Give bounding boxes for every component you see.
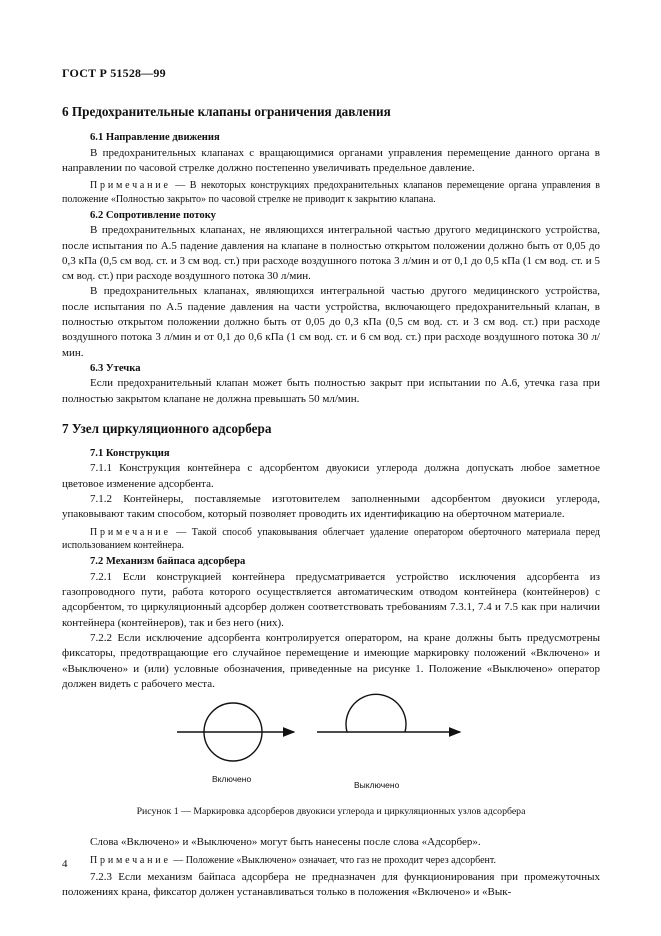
subsection-7-2-title: 7.2 Механизм байпаса адсорбера [90, 556, 246, 568]
paragraph-7-1-1: 7.1.1 Конструкция контейнера с адсорбентом двуокиси углерода должна допускать любое заметное цветовое изменение адсорбента. [62, 462, 600, 490]
paragraph-7-2-1: 7.2.1 Если конструкцией контейнера предусматривается устройство исключения адсорбента из газопроводного пути, работа которого осуществляется автоматическим отводом контейнера (контейнеров) с адсорбентом, то циркуляционный адсорбер должен соответствовать требованиям 7.3.1, 7.4 и 7.5 как при наличии контейнера (контейнеров), так и без него (них). [62, 570, 600, 629]
paragraph-6-1: В предохранительных клапанах с вращающимися органами управления перемещение данного органа в направлении по часовой стрелке должно постепенно увеличивать предельное давление. [62, 146, 600, 174]
section-7-title: 7 Узел циркуляционного адсорбера [62, 420, 272, 436]
subsection-6-1-title: 6.1 Направление движения [90, 132, 220, 144]
paragraph-6-2-b: В предохранительных клапанах, являющихся интегральной частью другого медицинского устройства, после испытания по А.5 падение давления на части устройства, включающего предохранительный клапан, в полностью открытом положении должно быть от 0,05 до 0,3 кПа (0,5 см вод. ст. и 3 см вод. ст.) при расходе воздушного потока 3 л/мин и от 0,1 до 0,6 кПа (1 см вод. ст. и 6 см вод. ст.) при расходе воздушного потока 30 л/мин. [62, 285, 600, 359]
label-on: Включено [212, 774, 252, 785]
note-label: Примечание [90, 526, 171, 538]
subsection-6-3-title: 6.3 Утечка [90, 362, 141, 374]
note-7-1 [62, 526, 600, 553]
page-number: 4 [62, 858, 68, 870]
paragraph-7-1-2: 7.1.2 Контейнеры, поставляемые изготовителем заполненными адсорбентом двуокиси углерода, упаковывают таким способом, который позволяет проводить их идентификацию на оберточном материале. [62, 493, 600, 521]
figure-1-drawing [62, 692, 600, 802]
section-6-title: 6 Предохранительные клапаны ограничения давления [62, 104, 391, 119]
document-header: ГОСТ Р 51528—99 [62, 66, 166, 80]
figure-1-caption: Рисунок 1 — Маркировка адсорберов двуокиси углерода и циркуляционных узлов адсорбера [136, 806, 526, 818]
note-text: — Такой способ упаковывания облегчает удаление оператором оберточного материала перед использованием контейнера. [62, 526, 600, 552]
adsorber-off-symbol [317, 694, 460, 732]
note-text: — В некоторых конструкциях предохранительных клапанов перемещение органа управления в положение «Полностью закрыто» по часовой стрелке не приводит к закрытию клапана. [62, 180, 600, 205]
note-6-1 [62, 179, 600, 206]
document-body [62, 100, 600, 901]
paragraph-7-2-3: 7.2.3 Если механизм байпаса адсорбера не предназначен для функционирования при промежуточных положениях крана, фиксатор должен устанавливаться только в положения «Включено» и «Вык- [62, 871, 600, 899]
note-label: Примечание [90, 180, 171, 192]
adsorber-on-symbol [177, 703, 294, 761]
figure-1 [62, 692, 600, 802]
subsection-6-2-title: 6.2 Сопротивление потоку [90, 210, 216, 221]
note-text: — Положение «Выключено» означает, что газ не проходит через адсорбент. [170, 854, 497, 866]
note-7-2 [62, 854, 600, 867]
note-label: Примечание [90, 854, 171, 866]
paragraph-6-3: Если предохранительный клапан может быть полностью закрыт при испытании по А.6, утечка газа при полностью закрытом клапане не должна превышать 50 мл/мин. [62, 377, 600, 405]
label-off: Выключено [354, 780, 400, 791]
paragraph-7-2-2: 7.2.2 Если исключение адсорбента контролируется оператором, на кране должны быть предусмотрены фиксаторы, предотвращающие его случайное перемещение и имеющие маркировку положений «Включено» и «Выключено» и (или) условные обозначения, приведенные на рисунке 1. Положение «Выключено» оператор должен видеть с рабочего места. [62, 631, 600, 690]
subsection-7-1-title: 7.1 Конструкция [90, 448, 170, 460]
paragraph-6-2-a: В предохранительных клапанах, не являющихся интегральной частью другого медицинского устройства, после испытания по А.5 падение давления на клапане в полностью открытом положении должно быть от 0,05 до 0,3 кПа (0,5 см вод. ст. и 3 см вод. ст.) при расходе воздушного потока 3 л/мин и от 0,1 до 0,5 кПа (1 см вод. ст. и 5 см вод. ст.) при расходе воздушного потока 30 л/мин. [62, 224, 600, 283]
paragraph-7-2-2-extra: Слова «Включено» и «Выключено» могут быть нанесены после слова «Адсорбер». [90, 836, 481, 849]
